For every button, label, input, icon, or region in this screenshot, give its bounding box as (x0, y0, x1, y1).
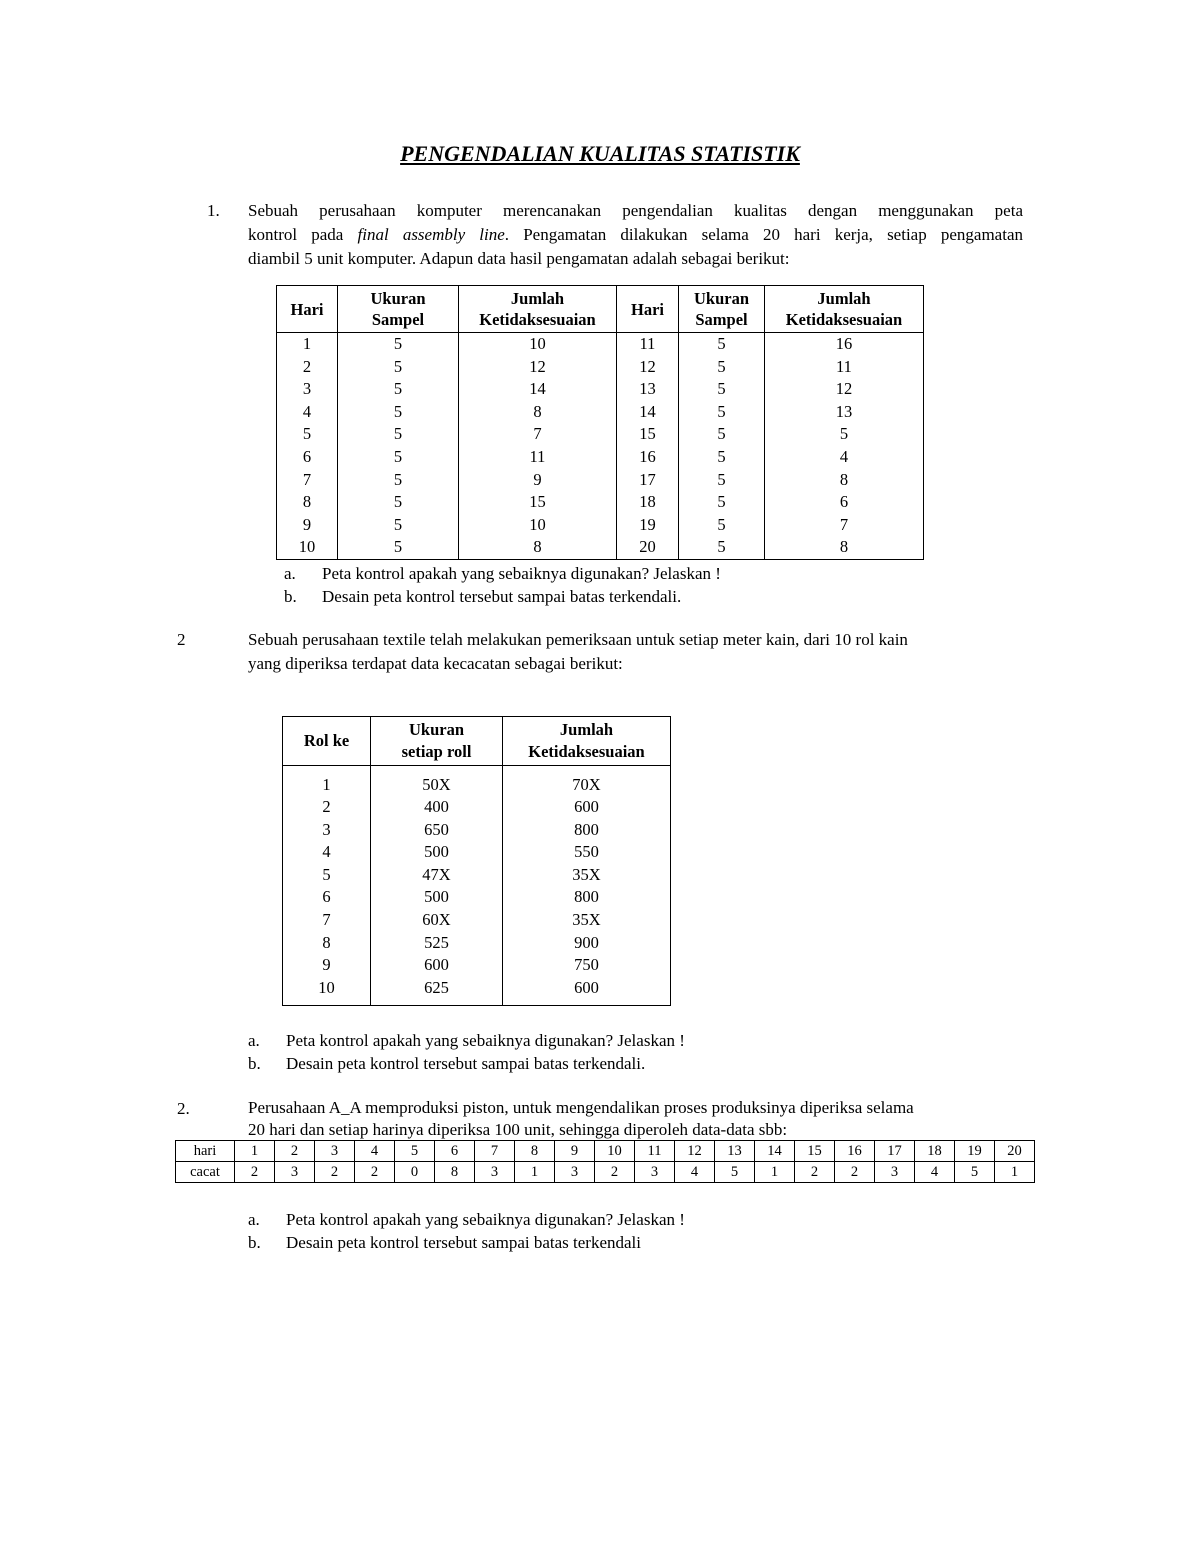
table-cell: 10 (318, 977, 335, 997)
table-cell: 600 (371, 954, 503, 977)
table-cell: 5 (765, 423, 924, 446)
table-cell: 3 (302, 379, 312, 399)
table-cell: 5 (679, 514, 765, 537)
table-cell: 1 (995, 1162, 1035, 1183)
table-cell: 8 (515, 1141, 555, 1162)
table-row (283, 954, 671, 977)
table-row (277, 514, 924, 537)
table-cell: 5 (302, 424, 312, 444)
table-cell: 800 (503, 819, 671, 842)
table-row (277, 446, 924, 469)
row-label-cacat: cacat (176, 1162, 235, 1183)
table-cell: 5 (338, 378, 459, 401)
q3-sub-a-text: Peta kontrol apakah yang sebaiknya digunakan? Jelaskan ! (286, 1210, 685, 1229)
table-cell: 5 (322, 864, 331, 884)
table-cell: 1 (755, 1162, 795, 1183)
table-cell: 12 (459, 356, 617, 379)
table-cell: 1 (235, 1141, 275, 1162)
table-cell: 13 (617, 378, 679, 401)
table-cell: 20 (995, 1141, 1035, 1162)
table-cell: 2 (275, 1141, 315, 1162)
table-cell: 750 (503, 954, 671, 977)
table-cell: 2 (302, 356, 312, 376)
table-cell: 5 (395, 1141, 435, 1162)
q1-data-table (276, 285, 924, 560)
table-cell: 5 (679, 356, 765, 379)
table-cell: 5 (679, 378, 765, 401)
table-row (283, 841, 671, 864)
table-cell: 6 (322, 887, 331, 907)
table-cell: 5 (679, 423, 765, 446)
table-cell: 7 (459, 423, 617, 446)
question-3-line-1: Perusahaan A_A memproduksi piston, untuk mengendalikan proses produksinya diperiksa selama (248, 1098, 914, 1117)
table-row (277, 333, 924, 356)
table-cell: 4 (322, 842, 331, 862)
q1-header-ukuran-2: Ukuran Sampel (679, 286, 765, 333)
table-row-cacat (176, 1162, 1035, 1183)
table-cell: 4 (915, 1162, 955, 1183)
q1-sub-a-marker: a. (284, 564, 296, 583)
table-cell: 19 (955, 1141, 995, 1162)
table-cell: 4 (302, 401, 312, 421)
table-cell: 15 (617, 423, 679, 446)
table-cell: 13 (765, 401, 924, 424)
table-cell: 5 (715, 1162, 755, 1183)
table-cell: 1 (322, 774, 331, 794)
q1-header-jumlah: Jumlah Ketidaksesuaian (459, 286, 617, 333)
q1-sub-a-text: Peta kontrol apakah yang sebaiknya digunakan? Jelaskan ! (322, 564, 721, 583)
q2-subquestion-a (248, 1029, 685, 1052)
table-row (283, 977, 671, 1000)
table-cell: 5 (338, 446, 459, 469)
table-cell: 14 (755, 1141, 795, 1162)
table-cell: 16 (835, 1141, 875, 1162)
table-cell: 2 (235, 1162, 275, 1183)
table-cell: 9 (555, 1141, 595, 1162)
table-cell: 6 (765, 491, 924, 514)
table-cell: 5 (679, 469, 765, 492)
table-cell: 11 (635, 1141, 675, 1162)
table-cell: 8 (322, 932, 331, 952)
table-cell: 8 (459, 536, 617, 559)
table-cell: 1 (302, 334, 312, 353)
q2-sub-a-text: Peta kontrol apakah yang sebaiknya digunakan? Jelaskan ! (286, 1031, 685, 1050)
q2-data-table (282, 716, 671, 1006)
table-cell: 550 (503, 841, 671, 864)
table-cell: 17 (617, 469, 679, 492)
table-row (277, 469, 924, 492)
table-cell: 600 (503, 977, 671, 1000)
q2-header-jumlah: Jumlah Ketidaksesuaian (503, 717, 671, 766)
table-cell: 7 (302, 469, 312, 489)
table-row (277, 356, 924, 379)
table-cell: 15 (459, 491, 617, 514)
table-cell: 5 (679, 446, 765, 469)
table-cell: 17 (875, 1141, 915, 1162)
question-1-line-2-pre: kontrol pada (248, 225, 358, 244)
question-1-line-1: Sebuah perusahaan komputer merencanakan pengendalian kualitas dengan menggunakan peta (248, 201, 1023, 220)
table-cell: 5 (338, 491, 459, 514)
table-cell: 47X (371, 864, 503, 887)
table-cell: 800 (503, 886, 671, 909)
table-cell: 8 (302, 492, 312, 512)
table-cell: 18 (915, 1141, 955, 1162)
table-cell: 3 (635, 1162, 675, 1183)
table-cell: 19 (617, 514, 679, 537)
table-cell: 16 (617, 446, 679, 469)
q1-sub-b-marker: b. (284, 587, 297, 606)
question-1-number: 1. (207, 201, 220, 220)
q3-data-table (175, 1140, 1035, 1183)
table-cell: 5 (338, 514, 459, 537)
table-cell: 5 (338, 469, 459, 492)
question-1-text (248, 199, 1023, 271)
table-cell: 7 (765, 514, 924, 537)
table-cell: 14 (459, 378, 617, 401)
table-cell: 8 (459, 401, 617, 424)
q3-sub-b-marker: b. (248, 1233, 261, 1252)
q1-subquestion-a (284, 562, 721, 585)
q2-header-rol: Rol ke (283, 717, 371, 766)
q1-table-header (277, 286, 924, 333)
table-cell: 2 (835, 1162, 875, 1183)
table-cell: 12 (617, 356, 679, 379)
table-row (283, 819, 671, 842)
q2-sub-a-marker: a. (248, 1031, 260, 1050)
table-cell: 10 (459, 333, 617, 356)
table-cell: 70X (503, 774, 671, 797)
table-cell: 18 (617, 491, 679, 514)
row-label-hari: hari (176, 1141, 235, 1162)
q2-table-header (283, 717, 671, 766)
q3-subquestion-b (248, 1231, 641, 1254)
table-cell: 12 (765, 378, 924, 401)
q2-sub-b-text: Desain peta kontrol tersebut sampai batas terkendali. (286, 1054, 646, 1073)
table-cell: 11 (765, 356, 924, 379)
q3-subquestion-a (248, 1208, 685, 1231)
table-cell: 10 (298, 537, 316, 557)
table-cell: 11 (459, 446, 617, 469)
table-cell: 7 (322, 910, 331, 930)
table-row (283, 886, 671, 909)
table-row (277, 491, 924, 514)
table-cell: 900 (503, 932, 671, 955)
table-cell: 5 (679, 333, 765, 356)
table-cell: 2 (595, 1162, 635, 1183)
table-cell: 60X (371, 909, 503, 932)
page-title: PENGENDALIAN KUALITAS STATISTIK (400, 141, 800, 166)
table-cell: 35X (503, 909, 671, 932)
table-row (283, 932, 671, 955)
q2-sub-b-marker: b. (248, 1054, 261, 1073)
table-cell: 6 (435, 1141, 475, 1162)
table-cell: 5 (338, 423, 459, 446)
table-row (277, 378, 924, 401)
table-cell: 2 (355, 1162, 395, 1183)
question-1-line-2-post: . Pengamatan dilakukan selama 20 hari kerja, setiap pengamatan (504, 225, 1023, 244)
table-cell: 6 (302, 446, 312, 466)
question-1-line-2 (248, 223, 1023, 247)
q2-header-ukuran: Ukuran setiap roll (371, 717, 503, 766)
table-cell: 3 (322, 819, 331, 839)
table-cell: 500 (371, 841, 503, 864)
table-cell: 600 (503, 796, 671, 819)
table-row (283, 909, 671, 932)
table-row (283, 796, 671, 819)
table-cell: 500 (371, 886, 503, 909)
table-cell: 16 (765, 333, 924, 356)
table-cell: 10 (595, 1141, 635, 1162)
table-cell: 11 (617, 333, 679, 356)
table-row (277, 423, 924, 446)
question-3-number: 2. (177, 1099, 190, 1118)
question-2-line-2: yang diperiksa terdapat data kecacatan sebagai berikut: (248, 654, 623, 673)
table-cell: 1 (515, 1162, 555, 1183)
table-cell: 3 (555, 1162, 595, 1183)
q3-sub-b-text: Desain peta kontrol tersebut sampai batas terkendali (286, 1233, 641, 1252)
table-cell: 3 (475, 1162, 515, 1183)
table-cell: 5 (338, 356, 459, 379)
table-cell: 650 (371, 819, 503, 842)
table-cell: 5 (955, 1162, 995, 1183)
table-cell: 3 (315, 1141, 355, 1162)
q1-subquestion-b (284, 585, 681, 608)
table-cell: 9 (322, 955, 331, 975)
q1-header-ukuran: Ukuran Sampel (338, 286, 459, 333)
q1-header-hari-2: Hari (617, 286, 679, 333)
table-row (283, 774, 671, 797)
q1-header-jumlah-2: Jumlah Ketidaksesuaian (765, 286, 924, 333)
table-cell: 5 (338, 401, 459, 424)
table-cell: 2 (795, 1162, 835, 1183)
table-cell: 50X (371, 774, 503, 797)
table-cell: 5 (338, 333, 459, 356)
table-cell: 400 (371, 796, 503, 819)
table-cell: 5 (679, 536, 765, 559)
q2-subquestion-b (248, 1052, 645, 1075)
table-row (283, 864, 671, 887)
table-cell: 14 (617, 401, 679, 424)
table-cell: 9 (302, 514, 312, 534)
table-cell: 8 (765, 469, 924, 492)
question-2-number: 2 (177, 630, 186, 649)
table-row (277, 536, 924, 559)
question-1-line-3: diambil 5 unit komputer. Adapun data hasil pengamatan adalah sebagai berikut: (248, 249, 790, 268)
table-cell: 5 (679, 491, 765, 514)
table-cell: 35X (503, 864, 671, 887)
table-cell: 4 (355, 1141, 395, 1162)
table-cell: 4 (765, 446, 924, 469)
table-cell: 8 (765, 536, 924, 559)
table-cell: 5 (679, 401, 765, 424)
question-3-line-2: 20 hari dan setiap harinya diperiksa 100 unit, sehingga diperoleh data-data sbb: (248, 1120, 788, 1139)
table-cell: 9 (459, 469, 617, 492)
table-cell: 3 (275, 1162, 315, 1183)
table-cell: 2 (322, 797, 331, 817)
q1-sub-b-text: Desain peta kontrol tersebut sampai batas terkendali. (322, 587, 682, 606)
table-cell: 7 (475, 1141, 515, 1162)
q1-header-hari: Hari (277, 286, 338, 333)
q3-sub-a-marker: a. (248, 1210, 260, 1229)
question-1-italic-term: final assembly line (357, 225, 505, 244)
table-cell: 5 (338, 536, 459, 559)
question-2-text (248, 628, 1023, 676)
table-cell: 4 (675, 1162, 715, 1183)
table-cell: 525 (371, 932, 503, 955)
table-cell: 15 (795, 1141, 835, 1162)
table-cell: 0 (395, 1162, 435, 1183)
table-row (277, 401, 924, 424)
question-2-line-1: Sebuah perusahaan textile telah melakukan pemeriksaan untuk setiap meter kain, dari 10 rol kain (248, 630, 908, 649)
table-cell: 12 (675, 1141, 715, 1162)
table-cell: 8 (435, 1162, 475, 1183)
table-cell: 10 (459, 514, 617, 537)
table-cell: 2 (315, 1162, 355, 1183)
table-cell: 20 (617, 536, 679, 559)
table-cell: 3 (875, 1162, 915, 1183)
table-row-hari (176, 1141, 1035, 1162)
table-cell: 13 (715, 1141, 755, 1162)
question-3-text (248, 1097, 1023, 1141)
table-cell: 625 (371, 977, 503, 1000)
